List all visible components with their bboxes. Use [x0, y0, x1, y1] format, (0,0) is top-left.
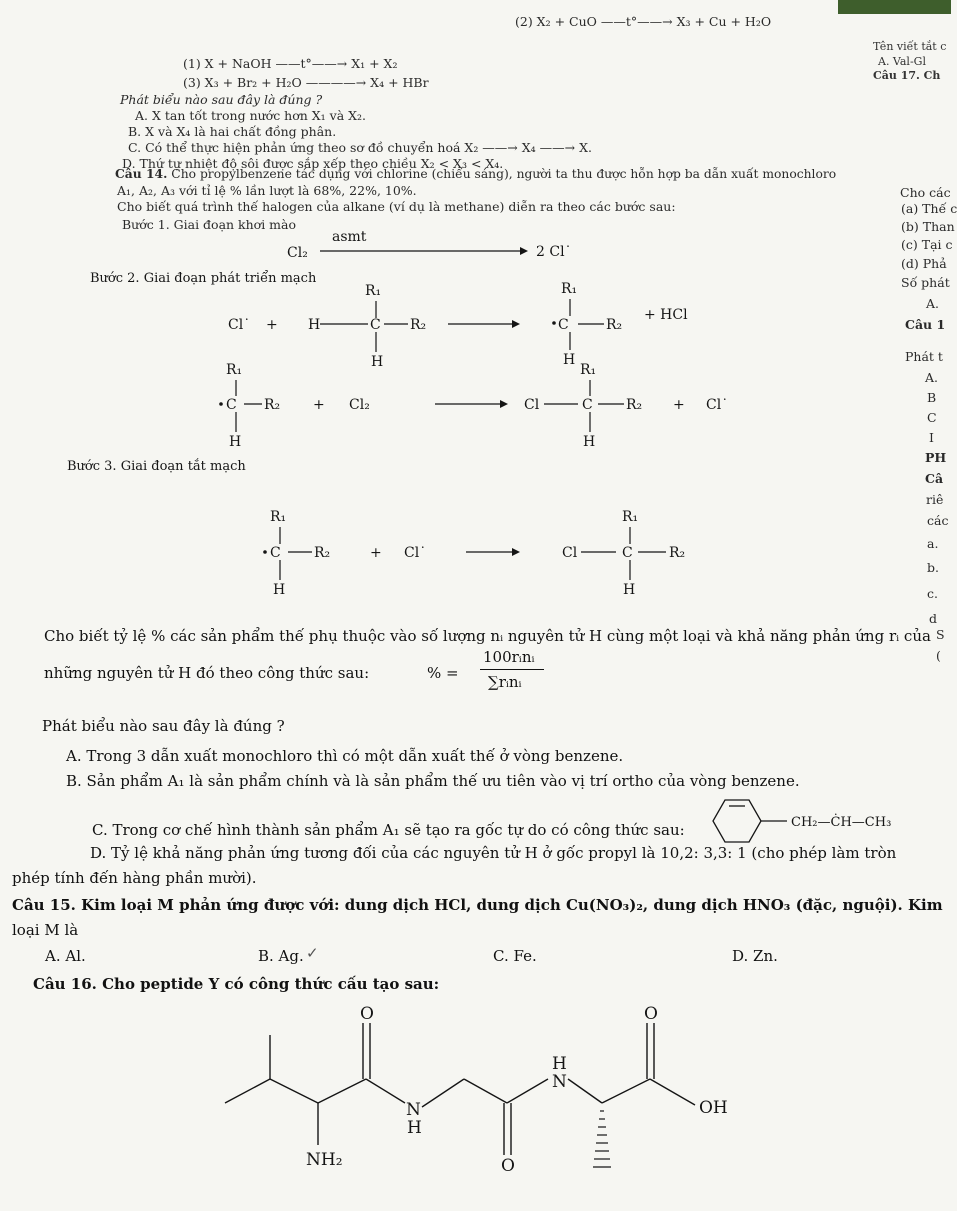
s2b-p-cl: Cl: [524, 397, 540, 413]
right-col-line26: (: [936, 648, 941, 663]
s2b-p-cl-radical: Cl˙: [706, 397, 729, 413]
s2b-p-c: C: [582, 397, 593, 413]
s3-h: H: [273, 582, 286, 598]
s3-p-h: H: [623, 582, 636, 598]
q14-option-b: B. Sản phẩm A₁ là sản phẩm chính và là sản phẩm thế ưu tiên vào vị trí ortho của vòng benzene.: [66, 772, 800, 790]
right-col-line13: A.: [925, 370, 939, 385]
s2a-c: C: [370, 317, 381, 333]
atom-nh2: NH₂: [306, 1150, 343, 1170]
q15-text-line2: loại M là: [12, 921, 79, 939]
s2a-p-r1: R₁: [561, 281, 578, 297]
q15-option-d: D. Zn.: [732, 947, 778, 965]
s2b-p-plus: +: [673, 397, 685, 413]
s2b-c: C: [226, 397, 237, 413]
s2b-r1: R₁: [226, 362, 243, 378]
q15-option-c: C. Fe.: [493, 947, 537, 965]
s3-r2: R₂: [314, 545, 331, 561]
q13-option-a: A. X tan tốt trong nước hơn X₁ và X₂.: [135, 108, 367, 123]
right-col-line12: Phát t: [905, 349, 943, 364]
atom-h-2: H: [552, 1054, 567, 1074]
right-col-line19: riê: [926, 492, 944, 507]
q14-title: Câu 14.: [115, 166, 168, 181]
s2a-hcl: + HCl: [644, 307, 688, 323]
bond-10: [602, 1079, 650, 1103]
s3-r1: R₁: [270, 509, 287, 525]
step1-arrow-head: [520, 247, 528, 255]
right-col-line5: (a) Thế c: [901, 201, 957, 216]
q14-formula-denominator: ∑rᵢnᵢ: [488, 673, 522, 691]
q13-option-d: D. Thứ tự nhiệt độ sôi được sắp xếp theo chiều X₂ < X₃ < X₄.: [122, 156, 504, 171]
right-col-line20: các: [927, 513, 949, 528]
s2a-r1: R₁: [365, 283, 382, 299]
s3-radical-dot: [263, 550, 267, 554]
q14-intro-text: Cho propylbenzene tác dụng với chlorine (chiếu sáng), người ta thu được hỗn hợp ba dẫn xuất monochloro: [171, 167, 837, 181]
right-col-line17: PH: [925, 450, 947, 465]
bond-8: [507, 1079, 548, 1103]
right-col-line6: (b) Than: [901, 219, 955, 234]
s2a-h-bottom: H: [371, 354, 384, 370]
hashed-wedge: [593, 1111, 611, 1167]
s2b-r2: R₂: [264, 397, 281, 413]
right-col-line2: A. Val-Gl: [878, 55, 926, 68]
bond-9: [568, 1079, 602, 1103]
right-col-line14: B: [927, 390, 937, 405]
s2a-p-radical-dot: [552, 321, 556, 325]
s2b-h: H: [229, 434, 242, 450]
q14-question: Phát biểu nào sau đây là đúng ?: [42, 717, 285, 735]
bond-1: [225, 1079, 270, 1103]
right-col-line16: I: [929, 430, 934, 445]
atom-n-2: N: [552, 1072, 567, 1092]
radical-chain-text: CH₂—ĊH—CH₃: [791, 815, 892, 830]
right-col-line18: Câ: [925, 471, 944, 486]
q14-formula-fraction-bar: [480, 669, 544, 670]
right-col-line21: a.: [927, 536, 939, 551]
q14-ratio-text: Cho biết tỷ lệ % các sản phẩm thế phụ thuộc vào số lượng nᵢ nguyên tử H cùng một loại và khả năng phản ứng rᵢ của: [44, 627, 931, 645]
s2b-p-r2: R₂: [626, 397, 643, 413]
radical-structure: [695, 790, 925, 852]
q14-option-d-line1: D. Tỷ lệ khả năng phản ứng tương đối của các nguyên tử H ở gốc propyl là 10,2: 3,3: 1 (cho phép làm tròn: [90, 844, 897, 862]
q13-question: Phát biểu nào sau đây là đúng ?: [120, 92, 323, 107]
bond-7: [464, 1079, 507, 1103]
s3-cl-radical: Cl˙: [404, 545, 427, 561]
right-col-line15: C: [927, 410, 937, 425]
s3-c: C: [270, 545, 281, 561]
equation-3: (3) X₃ + Br₂ + H₂O ————→ X₄ + HBr: [183, 75, 429, 90]
s3-p-c: C: [622, 545, 633, 561]
s2a-p-r2: R₂: [606, 317, 623, 333]
s3-arrow-head: [512, 548, 520, 556]
equation-2: (2) X₂ + CuO ——t°——→ X₃ + Cu + H₂O: [515, 14, 772, 29]
right-col-line4: Cho các: [900, 185, 951, 200]
right-col-line22: b.: [927, 560, 939, 575]
q14-intro-line2: A₁, A₂, A₃ với tỉ lệ % lần lượt là 68%, 22%, 10%.: [117, 183, 417, 198]
s2b-radical-dot: [219, 402, 223, 406]
q14-formula-numerator: 100rᵢnᵢ: [483, 648, 535, 666]
s2b-arrow-head: [500, 400, 508, 408]
right-col-line1: Tên viết tắt c: [873, 40, 947, 53]
right-col-line8: (d) Phả: [901, 256, 947, 271]
step2-label: Bước 2. Giai đoạn phát triển mạch: [90, 271, 317, 286]
atom-o-3: O: [644, 1004, 658, 1024]
q15-option-a: A. Al.: [45, 947, 86, 965]
atom-o-2: O: [501, 1156, 515, 1176]
atom-h-1: H: [407, 1118, 422, 1138]
bond-5: [366, 1079, 405, 1103]
q15-text-line1: [12, 896, 943, 914]
right-col-line9: Số phát: [901, 275, 950, 290]
step1-2cl: 2 Cl˙: [536, 244, 572, 260]
s2a-p-c: C: [558, 317, 569, 333]
s2b-plus: +: [313, 397, 325, 413]
s2a-h-left: H: [308, 317, 321, 333]
q14-formula-prefix: những nguyên tử H đó theo công thức sau:: [44, 664, 370, 682]
peptide-structure: [200, 995, 760, 1211]
step1-cl2: Cl₂: [287, 245, 308, 261]
right-col-line7: (c) Tại c: [901, 237, 953, 252]
right-col-line25: S: [936, 627, 945, 642]
q14-option-d-line2: phép tính đến hàng phần mười).: [12, 869, 257, 887]
bond-4: [318, 1079, 366, 1103]
s2b-p-r1: R₁: [580, 362, 597, 378]
atom-oh: OH: [699, 1098, 728, 1118]
s2a-r2: R₂: [410, 317, 427, 333]
s2b-p-h: H: [583, 434, 596, 450]
s2a-plus: +: [266, 317, 278, 333]
atom-n-1: N: [406, 1100, 421, 1120]
right-col-line10: A.: [926, 296, 940, 311]
q13-option-b: B. X và X₄ là hai chất đồng phân.: [128, 124, 337, 139]
q14-option-a: A. Trong 3 dẫn xuất monochloro thì có một dẫn xuất thế ở vòng benzene.: [66, 747, 624, 765]
q14-intro-line3: Cho biết quá trình thế halogen của alkane (ví dụ là methane) diễn ra theo các bước sau:: [117, 199, 676, 214]
atom-o-1: O: [360, 1004, 374, 1024]
q14-formula-lhs: % =: [427, 664, 459, 682]
q13-option-c: C. Có thể thực hiện phản ứng theo sơ đồ chuyển hoá X₂ ——→ X₄ ——→ X.: [128, 140, 592, 155]
s3-p-cl: Cl: [562, 545, 578, 561]
bond-3: [270, 1079, 318, 1103]
s3-p-r2: R₂: [669, 545, 686, 561]
s3-p-r1: R₁: [622, 509, 639, 525]
q16-text: Câu 16. Cho peptide Y có công thức cấu tạo sau:: [33, 975, 440, 993]
s2a-cl-radical: Cl˙: [228, 317, 251, 333]
right-col-line23: c.: [927, 586, 938, 601]
s3-plus: +: [370, 545, 382, 561]
equation-1: (1) X + NaOH ——t°——→ X₁ + X₂: [183, 56, 398, 71]
right-col-line3: Câu 17. Ch: [873, 69, 941, 82]
q15-option-b: B. Ag.: [258, 947, 304, 965]
bond-6: [422, 1079, 464, 1107]
step3-label: Bước 3. Giai đoạn tắt mạch: [67, 459, 246, 474]
step1-asmt: asmt: [332, 229, 367, 245]
right-col-line24: d: [929, 611, 938, 626]
check-mark-icon: ✓: [306, 944, 319, 962]
q14-option-c: C. Trong cơ chế hình thành sản phẩm A₁ sẽ tạo ra gốc tự do có công thức sau:: [92, 821, 685, 839]
right-col-line11: Câu 1: [905, 317, 946, 332]
s2b-cl2: Cl₂: [349, 397, 370, 413]
q14-step1-label: Bước 1. Giai đoạn khơi mào: [122, 217, 296, 232]
q15-body: Câu 15. Kim loại M phản ứng được với: dung dịch HCl, dung dịch Cu(NO₃)₂, dung dịch HNO₃ (đặc, nguội). Kim: [12, 896, 943, 914]
s2a-arrow-head: [512, 320, 520, 328]
s2a-p-h: H: [563, 352, 576, 368]
bond-11: [650, 1079, 695, 1105]
